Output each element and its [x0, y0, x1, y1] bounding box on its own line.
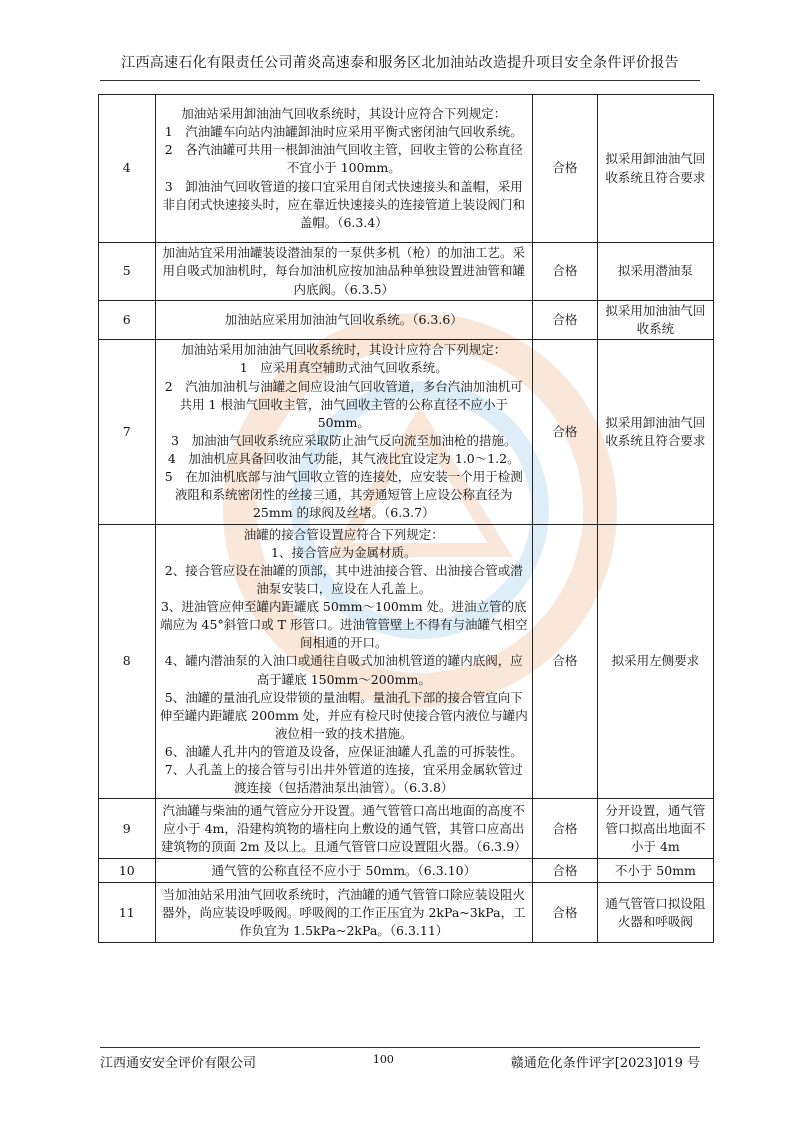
requirement-line: 5、油罐的量油孔应设带锁的量油帽。量油孔下部的接合管宜向下伸至罐内距罐底 200mm 处，并应有检尺时使接合管内液位与罐内液位相一致的技术措施。: [159, 689, 528, 741]
row-number: 5: [99, 243, 156, 301]
requirement-line: 1、接合管应为金属材质。: [271, 544, 417, 560]
table-row: [99, 883, 714, 943]
result-cell: 合格: [532, 301, 597, 340]
result-cell: 合格: [532, 883, 597, 943]
page-header: [100, 52, 700, 81]
table-row: [99, 301, 714, 340]
table-row: [99, 799, 714, 859]
row-number: 9: [99, 799, 156, 859]
result-cell: 合格: [532, 524, 597, 799]
measure-cell: 分开设置，通气管管口拟高出地面不小于 4m: [597, 799, 713, 859]
requirement-line: 4 加油机应具备回收油气功能，其气液比宜设定为 1.0～1.2。: [167, 451, 520, 466]
measure-cell: 拟采用加油油气回收系统: [597, 301, 713, 340]
measure-cell: 通气管管口拟设阻火器和呼吸阀: [597, 883, 713, 943]
evaluation-table: [98, 94, 714, 943]
result-cell: 合格: [532, 95, 597, 243]
requirement-line: 汽油罐与柴油的通气管应分开设置。通气管管口高出地面的高度不应小于 4m，沿建构筑物的墙柱向上敷设的通气管，其管口应高出建筑物的顶面 2m 及以上。且通气管管口应设置阻火器。（6.3.9）: [160, 802, 527, 854]
requirement-line: 加油站宜采用油罐装设潜油泵的一泵供多机（枪）的加油工艺。采用自吸式加油机时，每台加油机应按加油品种单独设置进油管和罐内底阀。（6.3.5）: [162, 245, 526, 297]
result-cell: 合格: [532, 859, 597, 883]
requirement-line: 通气管的公称直径不应小于 50mm。（6.3.10）: [211, 862, 477, 878]
measure-cell: 拟采用卸油油气回收系统且符合要求: [597, 340, 713, 524]
requirement-line: 1 应采用真空辅助式油气回收系统。: [239, 360, 448, 376]
requirement-line: 加油站应采用加油油气回收系统。（6.3.6）: [224, 312, 463, 328]
requirement-line: 2 各汽油罐可共用一根卸油油气回收主管，回收主管的公称直径不宜小于 100mm。: [164, 142, 523, 176]
table-row: [99, 859, 714, 883]
page-footer: [100, 1047, 700, 1071]
requirement-text: [155, 95, 532, 243]
requirement-line: 4、罐内潜油泵的入油口或通往自吸式加油机管道的罐内底阀，应高于罐底 150mm～200mm。: [164, 653, 523, 687]
table-row: [99, 243, 714, 301]
requirement-line: 1 汽油罐车向站内油罐卸油时应采用平衡式密闭油气回收系统。: [164, 124, 523, 140]
requirement-text: [155, 883, 532, 943]
requirement-text: [155, 340, 532, 524]
measure-cell: 拟采用左侧要求: [597, 524, 713, 799]
requirement-line: 加油站采用卸油油气回收系统时，其设计应符合下列规定：: [181, 106, 507, 122]
requirement-line: 3 加油油气回收系统应采取防止油气反向流至加油枪的措施。: [171, 432, 517, 448]
measure-cell: 不小于 50mm: [597, 859, 713, 883]
footer-doc-number: 赣通危化条件评字[2023]019 号: [510, 1056, 700, 1071]
row-number: 6: [99, 301, 156, 340]
table-row: [99, 95, 714, 243]
result-cell: 合格: [532, 243, 597, 301]
requirement-text: [155, 799, 532, 859]
measure-cell: 拟采用潜油泵: [597, 243, 713, 301]
requirement-text: [155, 243, 532, 301]
table-row: [99, 340, 714, 524]
result-cell: 合格: [532, 799, 597, 859]
requirement-line: 2 汽油加油机与油罐之间应设油气回收管道，多台汽油加油机可共用 1 根油气回收主管，油气回收主管的公称直径不应小于 50mm。: [164, 378, 523, 430]
requirement-line: 7、人孔盖上的接合管与引出井外管道的连接，宜采用金属软管过渡连接（包括潜油泵出油管）。（6.3.8）: [164, 762, 523, 796]
footer-company: 江西通安安全评价有限公司: [100, 1056, 257, 1071]
row-number: 11: [99, 883, 156, 943]
requirement-line: 当加油站采用油气回收系统时，汽油罐的通气管管口除应装设阻火器外，尚应装设呼吸阀。呼吸阀的工作正压宜为 2kPa~3kPa，工作负宜为 1.5kPa~2kPa。（6.3.11）: [161, 886, 526, 938]
requirement-line: 5 在加油机底部与油气回收立管的连接处，应安装一个用于检测液阻和系统密闭性的丝接三通，其旁通短管上应设公称直径为 25mm 的球阀及丝堵。（6.3.7）: [164, 469, 523, 521]
requirement-line: 加油站采用加油油气回收系统时，其设计应符合下列规定：: [181, 342, 507, 358]
requirement-line: 3、进油管应伸至罐内距罐底 50mm～100mm 处。进油立管的底端应为 45°斜管口或 T 形管口。进油管管壁上不得有与油罐气相空间相通的开口。: [160, 599, 528, 651]
row-number: 7: [99, 340, 156, 524]
requirement-line: 6、油罐人孔井内的管道及设备，应保证油罐人孔盖的可拆装性。: [164, 744, 523, 759]
requirement-text: [155, 301, 532, 340]
measure-cell: 拟采用卸油油气回收系统且符合要求: [597, 95, 713, 243]
requirement-line: 油罐的接合管设置应符合下列规定：: [243, 526, 444, 542]
requirement-text: [155, 524, 532, 799]
result-cell: 合格: [532, 340, 597, 524]
table-row: [99, 524, 714, 799]
requirement-line: 2、接合管应设在油罐的顶部，其中进油接合管、出油接合管或潜油泵安装口，应设在人孔盖上。: [164, 562, 523, 596]
requirement-line: 3 卸油油气回收管道的接口宜采用自闭式快速接头和盖帽，采用非自闭式快速接头时，应在靠近快速接头的连接管道上装设阀门和盖帽。（6.3.4）: [162, 178, 526, 230]
header-title: 江西高速石化有限责任公司莆炎高速泰和服务区北加油站改造提升项目安全条件评价报告: [121, 55, 679, 71]
row-number: 10: [99, 859, 156, 883]
row-number: 4: [99, 95, 156, 243]
row-number: 8: [99, 524, 156, 799]
requirement-text: [155, 859, 532, 883]
page-number: 100: [372, 1053, 394, 1066]
